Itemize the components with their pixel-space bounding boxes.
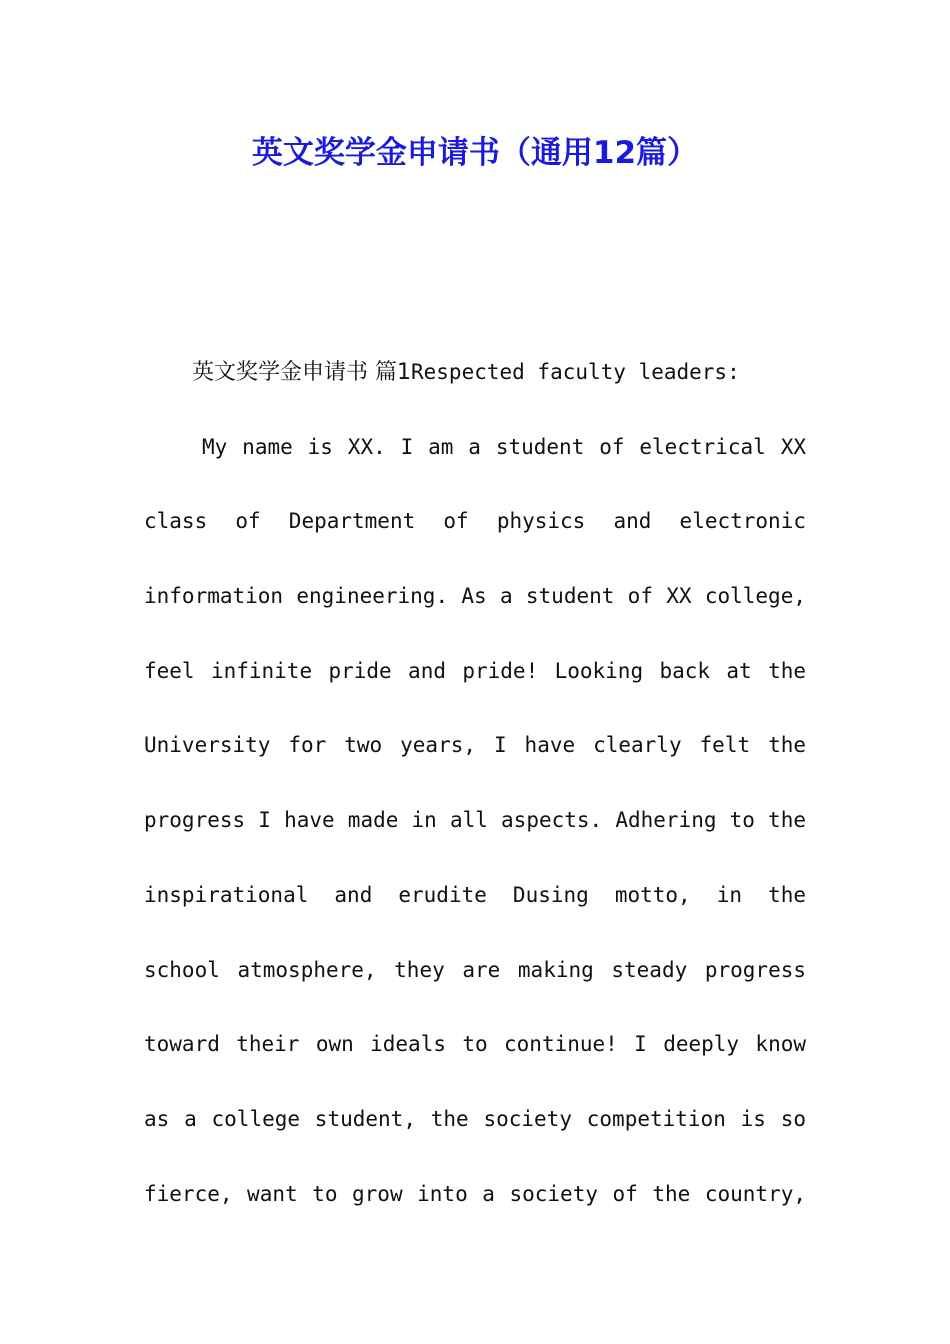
paragraph-line: feel infinite pride and pride! Looking back at the (144, 658, 806, 683)
document-body (144, 335, 806, 1231)
document-title: 英文奖学金申请书（通用12篇） (251, 135, 699, 171)
paragraph-line: school atmosphere, they are making steady progress (144, 957, 806, 982)
paragraph-line: progress I have made in all aspects. Adhering to the (144, 808, 806, 833)
paragraph-line: information engineering. As a student of XX college, (144, 584, 806, 609)
paragraph-line: My name is XX. I am a student of electrical XX (202, 434, 806, 459)
salutation: Respected faculty leaders: (411, 360, 740, 384)
paragraph-line: fierce, want to grow into a society of the country, (144, 1181, 806, 1206)
section-heading-line (144, 335, 806, 410)
paragraph-line: inspirational and erudite Dusing motto, in the (144, 882, 806, 907)
paragraph-line: class of Department of physics and electronic (144, 509, 806, 534)
section-heading: 英文奖学金申请书 篇1 (192, 360, 411, 385)
paragraph-line: University for two years, I have clearly felt the (144, 733, 806, 758)
paragraph-line: as a college student, the society competition is so (144, 1106, 806, 1131)
paragraph-line: toward their own ideals to continue! I deeply know (144, 1032, 806, 1057)
